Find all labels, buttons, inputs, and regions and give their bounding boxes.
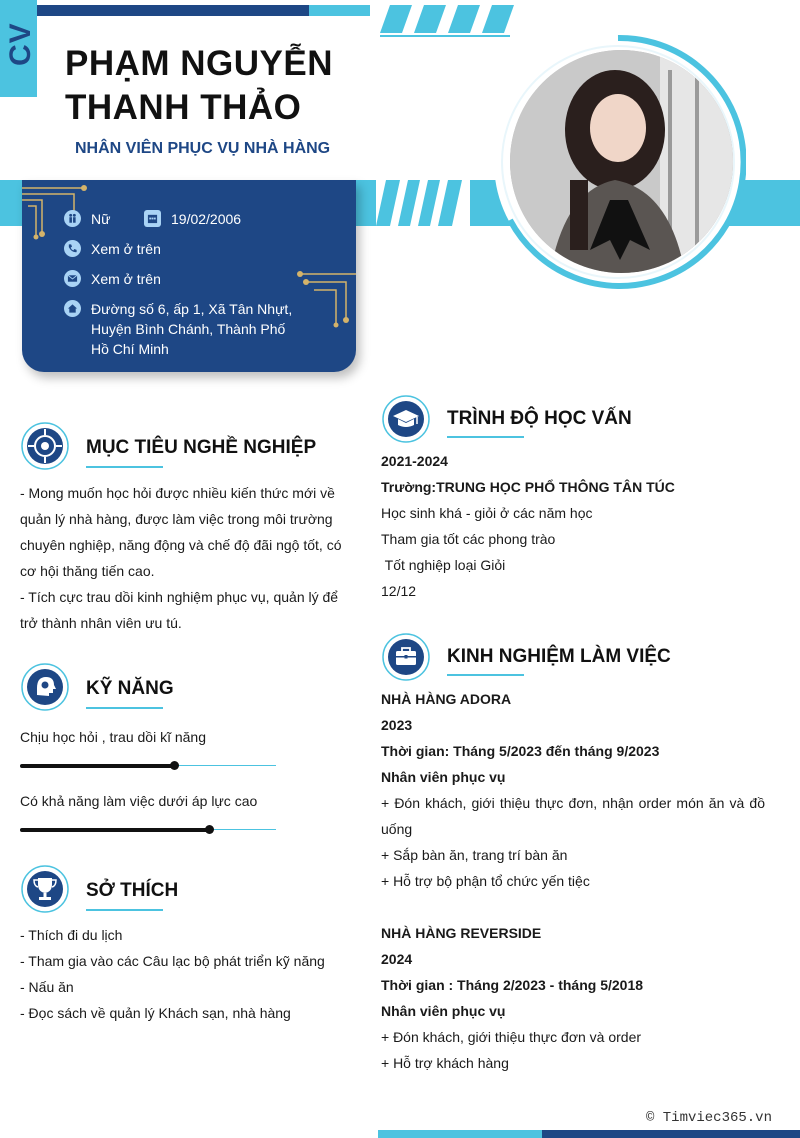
hobbies-underline: [86, 909, 163, 911]
education-period: 2021-2024: [381, 453, 448, 469]
job-title: NHÂN VIÊN PHỤC VỤ NHÀ HÀNG: [75, 140, 331, 157]
address-line-1: Đường số 6, ấp 1, Xã Tân Nhựt,: [91, 301, 293, 317]
hobby-item: - Đọc sách về quản lý Khách sạn, nhà hàng: [20, 1005, 291, 1021]
job-duty: + Hỗ trợ khách hàng: [381, 1055, 509, 1071]
education-details: [381, 448, 675, 604]
trophy-icon: [20, 864, 70, 914]
calendar-icon: [144, 210, 161, 227]
birthday-value: 19/02/2006: [171, 211, 242, 227]
job-duty: + Sắp bàn ăn, trang trí bàn ăn: [381, 847, 568, 863]
profile-photo: [510, 50, 733, 273]
experience-details: [381, 686, 765, 1076]
top-bar-light: [309, 5, 370, 16]
education-line: 12/12: [381, 583, 417, 599]
name-line-2: THANH THẢO: [65, 88, 302, 127]
gender-icon: [64, 210, 81, 227]
job-company: NHÀ HÀNG REVERSIDE: [381, 925, 542, 941]
target-icon: [20, 421, 70, 471]
job-duty: + Đón khách, giới thiệu thực đơn, nhận order món ăn và đồ: [381, 795, 765, 811]
address-value: [91, 299, 292, 359]
education-school: Trường:TRUNG HỌC PHỔ THÔNG TÂN TÚC: [381, 479, 675, 495]
phone-row: [64, 239, 161, 259]
education-line: Học sinh khá - giỏi ở các năm học: [381, 505, 593, 521]
circuit-decoration-right: [296, 268, 358, 328]
hobbies-list: [20, 922, 325, 1026]
job-duty: + Hỗ trợ bộ phận tổ chức yến tiệc: [381, 873, 590, 889]
skill-label-1: Chịu học hỏi , trau dồi kĩ năng: [20, 729, 207, 745]
experience-title: KINH NGHIỆM LÀM VIỆC: [447, 646, 671, 667]
hobby-item: - Thích đi du lịch: [20, 927, 123, 943]
education-line: Tham gia tốt các phong trào: [381, 531, 556, 547]
job-year: 2023: [381, 717, 413, 733]
skill-dot-1: [170, 761, 179, 770]
address-line-3: Hồ Chí Minh: [91, 341, 169, 357]
job-time: Thời gian : Tháng 2/2023 - tháng 5/2018: [381, 977, 644, 993]
skills-underline: [86, 707, 163, 709]
address-line-2: Huyện Bình Chánh, Thành Phố: [91, 321, 286, 337]
experience-underline: [447, 674, 524, 676]
profile-photo-illustration: [510, 50, 733, 273]
job-time: Thời gian: Tháng 5/2023 đến tháng 9/2023: [381, 743, 660, 759]
hobbies-title: SỞ THÍCH: [86, 880, 179, 901]
job-position: Nhân viên phục vụ: [381, 769, 506, 785]
footer-brand[interactable]: © Timviec365.vn: [645, 1110, 772, 1126]
bottom-bar-dark: [542, 1130, 800, 1138]
skills-title: KỸ NĂNG: [86, 678, 174, 699]
objective-line: - Tích cực trau dồi kinh nghiệm phục vụ, quản lý để: [20, 589, 339, 605]
job-position: Nhân viên phục vụ: [381, 1003, 506, 1019]
skill-bar-1: [20, 764, 174, 768]
gender-value: Nữ: [91, 211, 111, 227]
email-row: [64, 269, 161, 289]
objective-line: - Mong muốn học hỏi được nhiều kiến thức mới về: [20, 485, 335, 501]
phone-value: Xem ở trên: [91, 241, 161, 257]
gender-row: [64, 209, 110, 229]
skill-dot-2: [205, 825, 214, 834]
home-icon: [64, 300, 81, 317]
briefcase-icon: [381, 632, 431, 682]
objective-underline: [86, 466, 163, 468]
hobby-item: - Tham gia vào các Câu lạc bộ phát triển kỹ năng: [20, 953, 325, 969]
education-title: TRÌNH ĐỘ HỌC VẤN: [447, 408, 632, 429]
graduation-cap-icon: [381, 394, 431, 444]
name-line-1: PHẠM NGUYỄN: [65, 44, 334, 83]
mail-icon: [64, 270, 81, 287]
cv-label: CV: [4, 22, 37, 66]
candidate-name: [65, 42, 333, 130]
job-spacer: [381, 894, 765, 920]
address-row: [64, 299, 292, 359]
top-bar-dark: [37, 5, 309, 16]
personal-info-card: [22, 180, 356, 372]
bottom-bar-light: [378, 1130, 542, 1138]
objective-line: trở thành nhân viên ưu tú.: [20, 615, 182, 631]
skill-label-2: Có khả năng làm việc dưới áp lực cao: [20, 793, 258, 809]
brain-gear-icon: [20, 662, 70, 712]
hobby-item: - Nấu ăn: [20, 979, 74, 995]
phone-icon: [64, 240, 81, 257]
objective-text: [20, 480, 348, 636]
birthday-row: [144, 209, 241, 229]
education-line: Tốt nghiệp loại Giỏi: [381, 557, 506, 573]
email-value: Xem ở trên: [91, 271, 161, 287]
cv-tab: [0, 0, 37, 97]
job-duty: uống: [381, 821, 413, 837]
objective-line: quản lý nhà hàng, được làm việc trong môi trường: [20, 511, 333, 527]
job-company: NHÀ HÀNG ADORA: [381, 691, 512, 707]
education-underline: [447, 436, 524, 438]
job-duty: + Đón khách, giới thiệu thực đơn và order: [381, 1029, 642, 1045]
objective-line: cơ hội thăng tiến cao.: [20, 563, 155, 579]
job-year: 2024: [381, 951, 413, 967]
objective-title: MỤC TIÊU NGHỀ NGHIỆP: [86, 437, 317, 458]
skill-bar-2: [20, 828, 209, 832]
objective-line: chuyên nghiệp, năng động và chế độ đãi ngộ tốt, có: [20, 537, 342, 553]
